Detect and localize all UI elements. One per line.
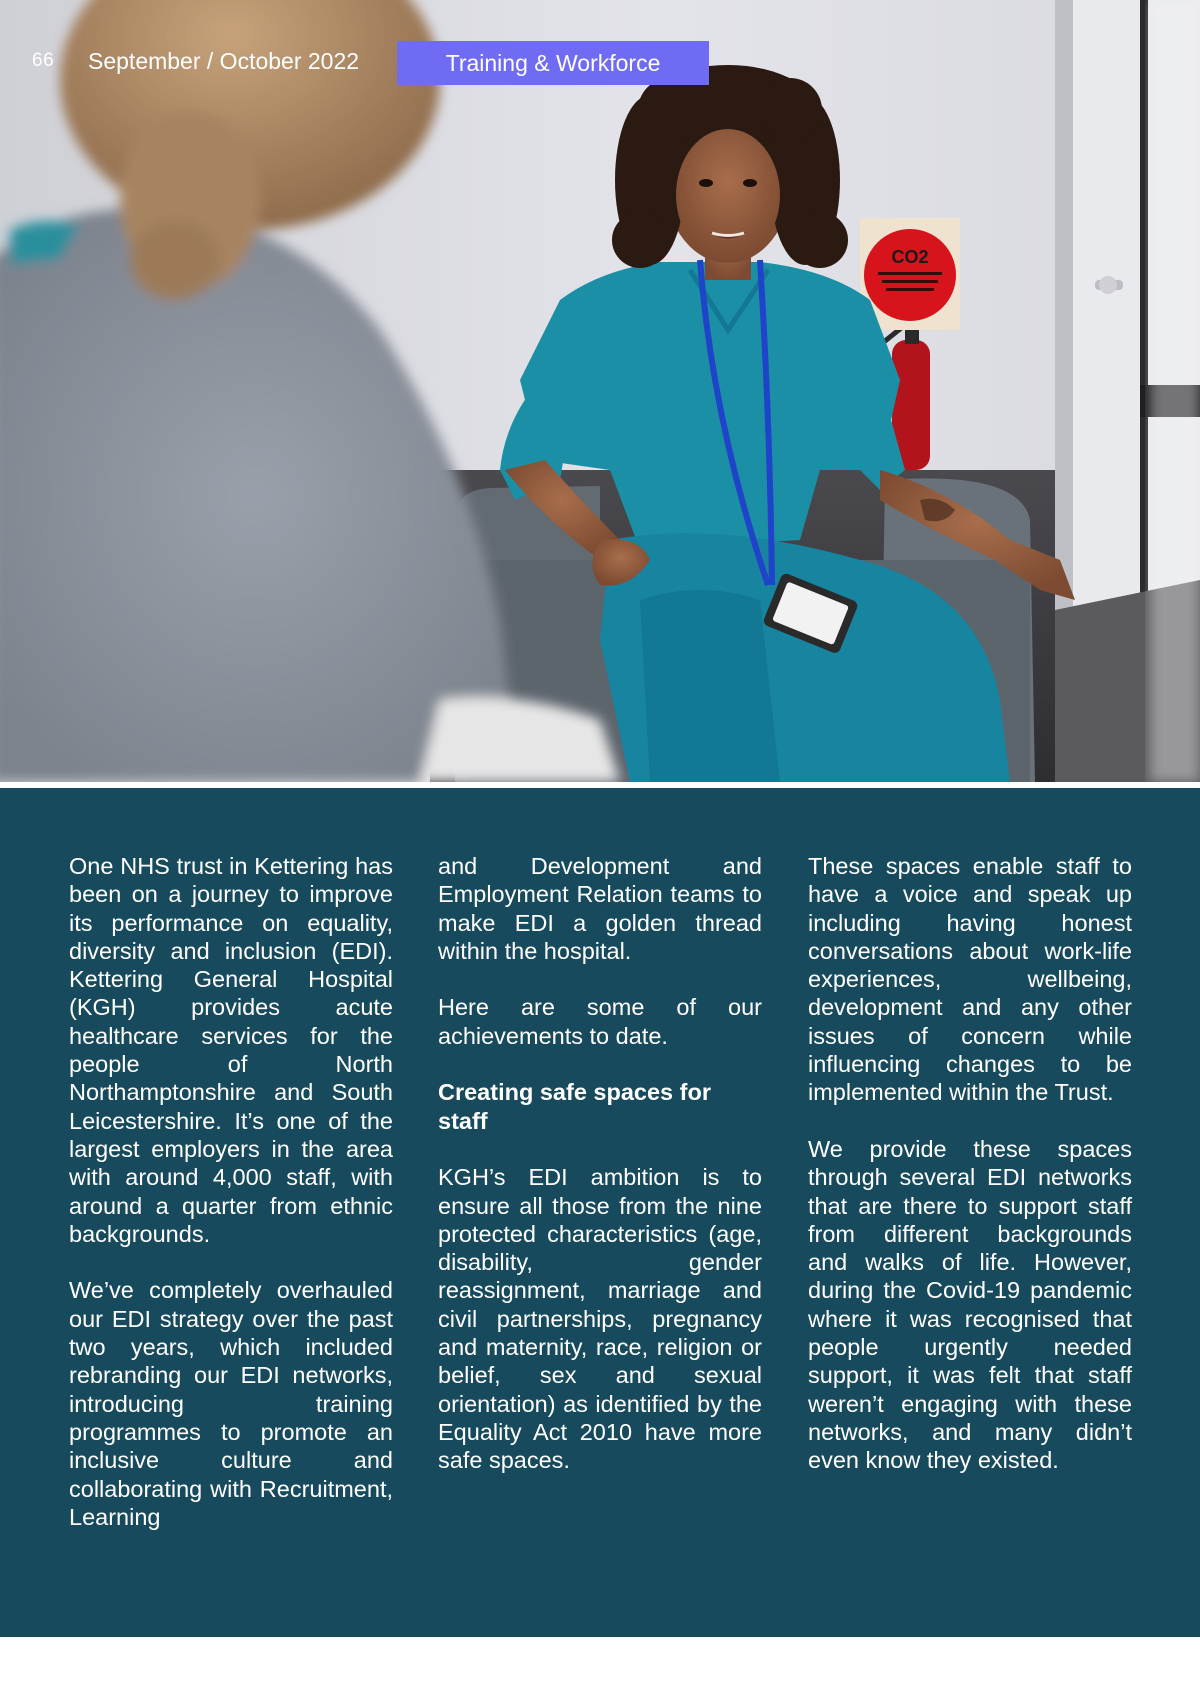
article-column-3 [808,852,1132,1503]
paragraph: KGH’s EDI ambition is to ensure all those from the nine protected characteristics (age, disability, gender reassignment, marriage and civil partnerships, pregnancy and maternity, race, religion or belief, sex and sexual orientation) as identified by the Equality Act 2010 have more safe spaces. [438,1164,762,1474]
paragraph: We provide these spaces through several EDI networks that are there to support staff from different backgrounds and walks of life. However, during the Covid-19 pandemic where it was recognised that people urgently needed support, it was felt that staff weren’t engaging with these networks, and many didn’t even know they existed. [808,1135,1132,1474]
spacer [438,1135,762,1163]
paragraph: One NHS trust in Kettering has been on a journey to improve its performance on equality, diversity and inclusion (EDI). Kettering General Hospital (KGH) provides acute healthcare services for the people of North Northamptonshire and South Leicestershire. It’s one of the largest employers in the area with around 4,000 staff, with around a quarter from ethnic backgrounds. [69,853,393,1247]
paragraph: These spaces enable staff to have a voice and speak up including having honest conversations about work-life experiences, wellbeing, development and any other issues of concern while influencing changes to be implemented within the Trust. [808,853,1132,1106]
co2-sign-text: CO2 [891,247,929,267]
hero-photo [0,0,1200,782]
page-number: 66 [32,50,55,71]
section-tag: Training & Workforce [397,41,709,85]
section-heading: Creating safe spaces for staff [438,1079,711,1134]
article-column-1 [69,852,393,1559]
nurses-conversation-illustration [0,0,1200,782]
article-column-2 [438,852,762,1503]
paragraph: We’ve completely overhauled our EDI strategy over the past two years, which included rebranding our EDI networks, introducing training programmes to promote an inclusive culture and collaborating with Recruitment, Learning [69,1277,393,1530]
paragraph: Here are some of our achievements to date. [438,994,762,1049]
paragraph: and Development and Employment Relation teams to make EDI a golden thread within the hospital. [438,853,762,964]
issue-date: September / October 2022 [88,48,360,74]
